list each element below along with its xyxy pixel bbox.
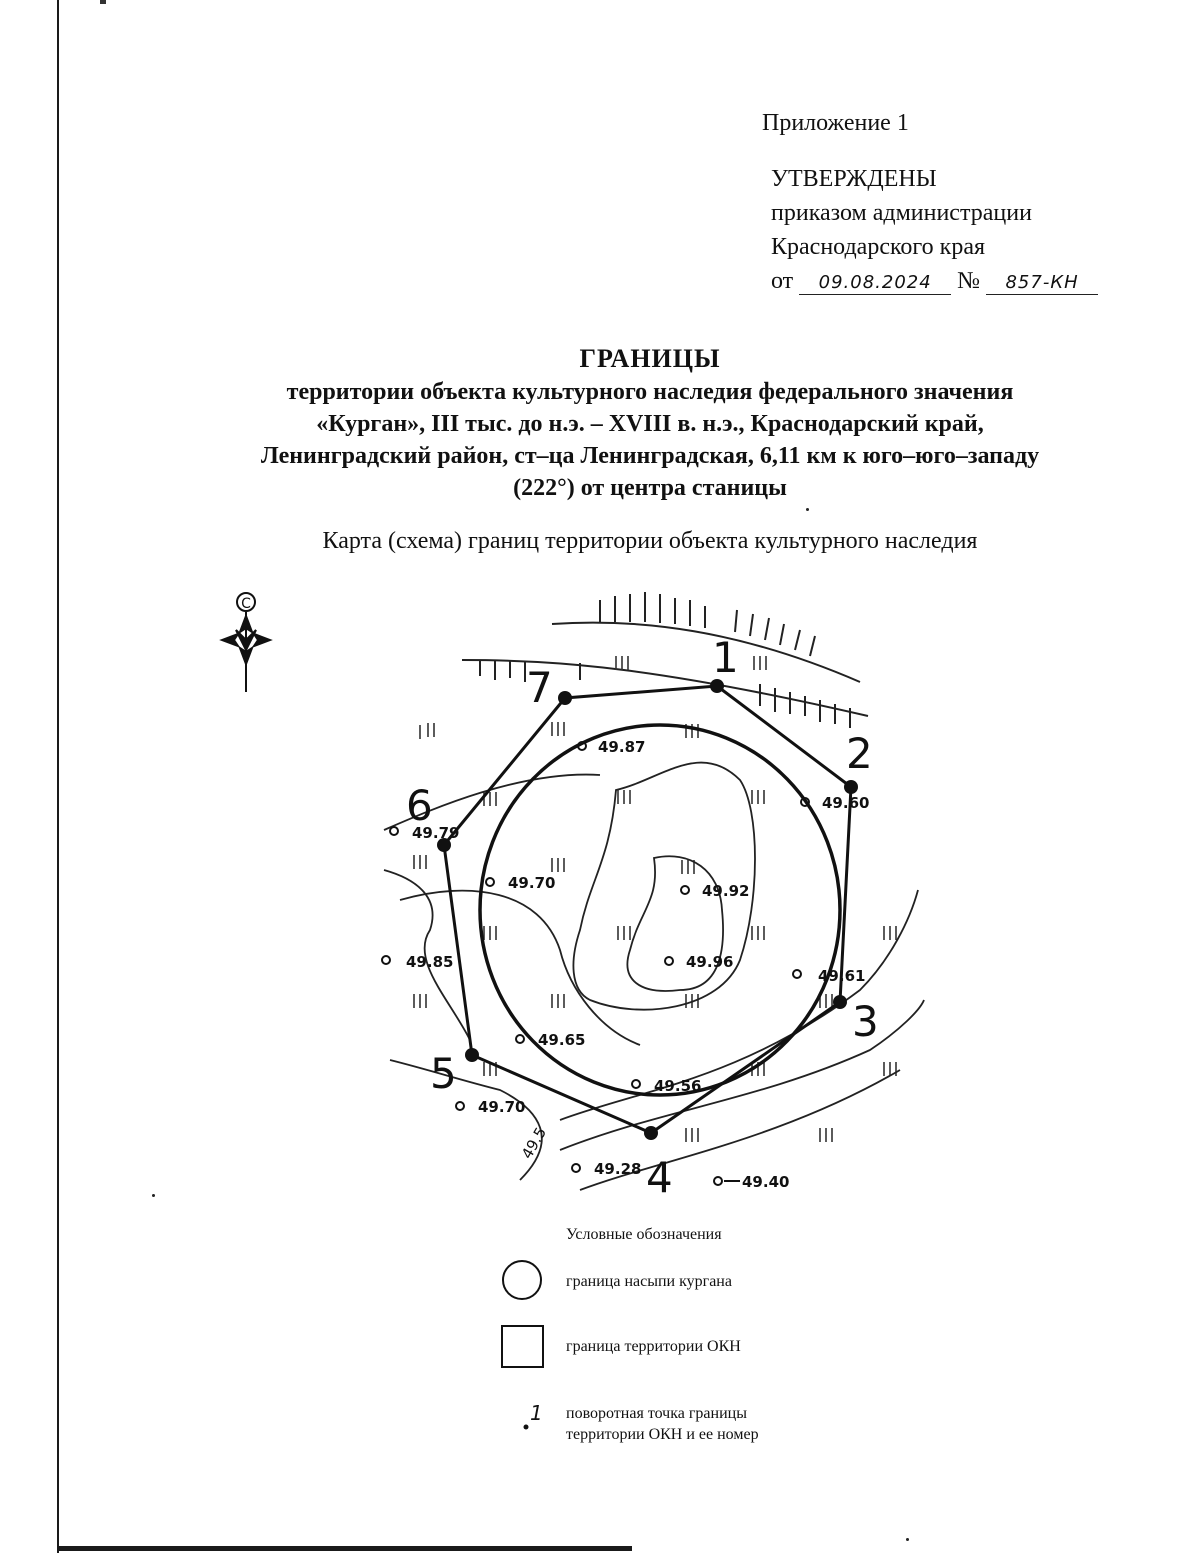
map-caption: Карта (схема) границ территории объекта культурного наследия <box>322 528 978 554</box>
elevation-label: 49.87 <box>598 738 646 756</box>
elevation-label: 49.85 <box>406 953 454 971</box>
legend-square-icon <box>502 1326 543 1367</box>
approved-heading: УТВЕРЖДЕНЫ <box>771 166 937 192</box>
point-number: 1 <box>712 633 739 682</box>
elevation-label: 49.96 <box>686 953 734 971</box>
elevation-label: 49.40 <box>742 1173 790 1191</box>
point-number: 7 <box>526 663 553 712</box>
elevation-label: 49.56 <box>654 1077 702 1095</box>
elevation-label: 49.60 <box>822 794 870 812</box>
annex-label: Приложение 1 <box>762 110 909 136</box>
subtitle-line: (222°) от центра станицы <box>513 475 787 501</box>
handwritten-date: 09.08.2024 <box>799 272 951 295</box>
elevation-label: 49.70 <box>508 874 556 892</box>
contour-label: 49.5 <box>517 1124 551 1162</box>
legend-title: Условные обозначения <box>566 1226 722 1243</box>
point-number: 2 <box>846 729 873 778</box>
approval-line-1: приказом администрации <box>771 200 1032 226</box>
point-number: 6 <box>406 781 433 830</box>
legend-point-label-line-1: поворотная точка границы <box>566 1405 747 1422</box>
slope-hatching <box>462 592 868 728</box>
point-number: 4 <box>646 1153 673 1202</box>
legend-point-icon <box>524 1425 529 1430</box>
legend-square-label: граница территории ОКН <box>566 1338 741 1355</box>
number-sign: № <box>957 268 981 294</box>
handwritten-number: 857-КН <box>986 272 1098 295</box>
turning-point <box>833 995 847 1009</box>
point-number: 5 <box>430 1049 457 1098</box>
legend-circle-icon <box>503 1261 541 1299</box>
turning-point <box>644 1126 658 1140</box>
elevation-label: 49.28 <box>594 1160 642 1178</box>
elevation-label: 49.65 <box>538 1031 586 1049</box>
subtitle-line: «Курган», III тыс. до н.э. – XVIII в. н.э., Краснодарский край, <box>316 411 984 437</box>
legend-point-label <box>566 1403 759 1445</box>
legend-point-label-line-2: территории ОКН и ее номер <box>566 1426 759 1443</box>
subtitle-line: Ленинградский район, ст–ца Ленинградская, 6,11 км к юго–юго–западу <box>260 443 1040 469</box>
elevation-label: 49.61 <box>818 967 866 985</box>
turning-point <box>465 1048 479 1062</box>
elevation-label: 49.79 <box>412 824 460 842</box>
territory-boundary-polygon <box>444 686 851 1133</box>
elevation-label: 49.70 <box>478 1098 526 1116</box>
date-prefix: от <box>771 268 794 294</box>
elevation-label: 49.92 <box>702 882 750 900</box>
compass-letter: С <box>241 596 251 612</box>
approval-line-2: Краснодарского края <box>771 234 986 260</box>
turning-points <box>437 679 858 1140</box>
turning-point <box>844 780 858 794</box>
legend-circle-label: граница насыпи кургана <box>566 1273 732 1290</box>
subtitle-line: территории объекта культурного наследия федерального значения <box>286 379 1014 405</box>
compass-rose-icon <box>222 593 270 692</box>
legend-point-number: 1 <box>530 1401 543 1425</box>
point-number: 3 <box>852 997 879 1046</box>
turning-point <box>558 691 572 705</box>
document-title: ГРАНИЦЫ <box>579 344 721 373</box>
